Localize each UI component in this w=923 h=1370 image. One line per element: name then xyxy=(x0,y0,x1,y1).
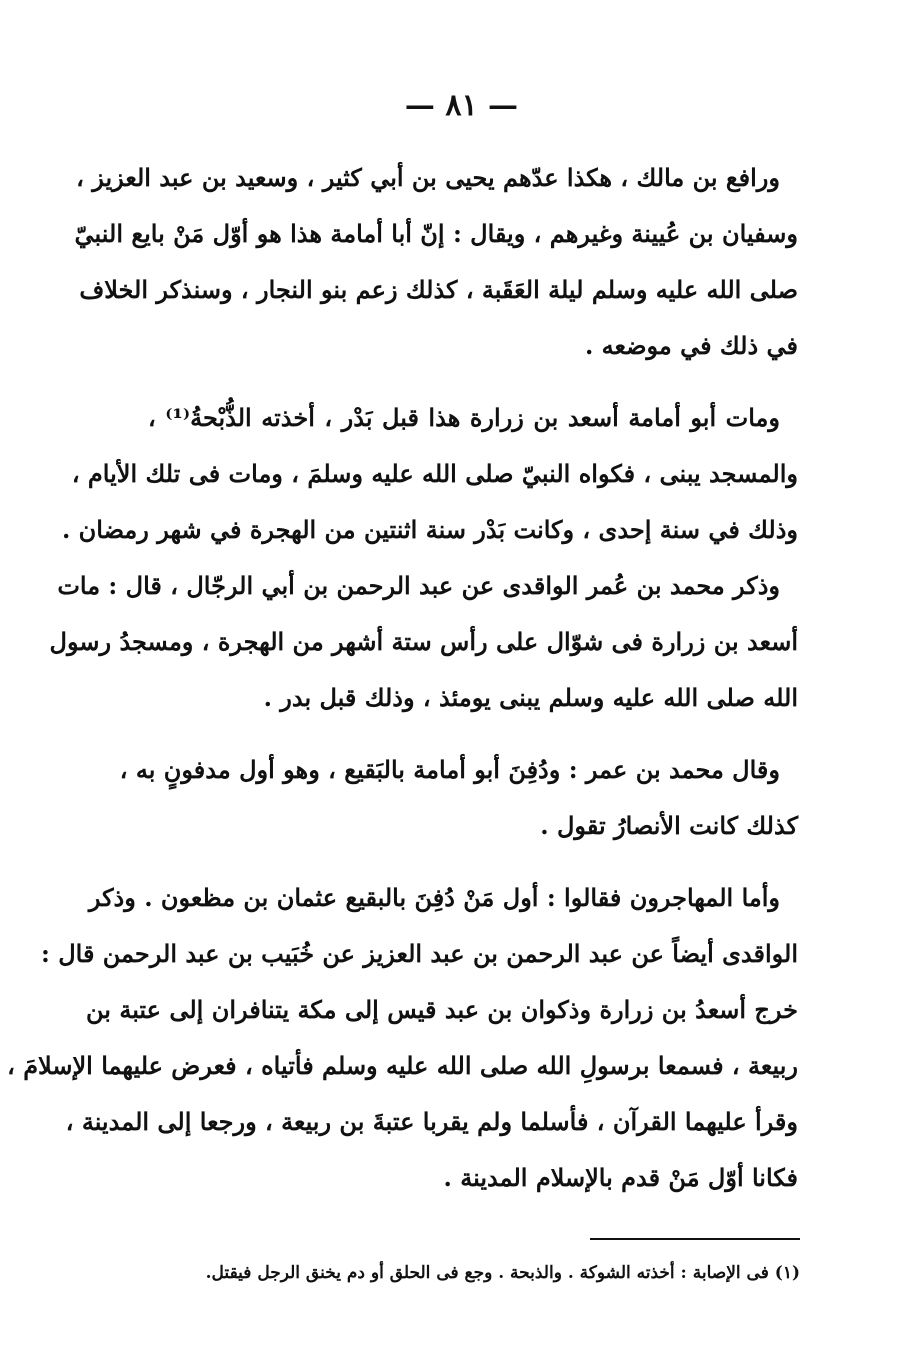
text-line: الواقدى أيضاً عن عبد الرحمن بن عبد العزيز عن خُبَيب بن عبد الرحمن قال : xyxy=(40,939,798,968)
text-line: كذلك كانت الأنصارُ تقول . xyxy=(540,811,798,840)
paragraph xyxy=(74,150,798,374)
page-number: — ٨١ — xyxy=(404,88,519,123)
text-line: وقال محمد بن عمر : ودُفِنَ أبو أمامة بالبَقيع ، وهو أول مدفونٍ به ، xyxy=(119,755,780,784)
paragraph xyxy=(49,558,798,726)
text-line: ربيعة ، فسمعا برسولِ الله صلى الله عليه وسلم فأتياه ، فعرض عليهما الإسلامَ ، xyxy=(7,1051,798,1080)
text-line: أسعد بن زرارة فى شوّال على رأس ستة أشهر من الهجرة ، ومسجدُ رسول xyxy=(49,627,798,656)
text-line: صلى الله عليه وسلم ليلة العَقَبة ، كذلك زعم بنو النجار ، وسنذكر الخلاف xyxy=(79,275,798,304)
paragraph xyxy=(119,742,798,854)
body-text xyxy=(7,150,798,1206)
text-line: خرج أسعدُ بن زرارة وذكوان بن عبد قيس إلى مكة يتنافران إلى عتبة بن xyxy=(86,995,798,1024)
text-line: الله صلى الله عليه وسلم يبنى يومئذ ، وذلك قبل بدر . xyxy=(263,683,798,712)
footnote-separator xyxy=(590,1238,800,1240)
text-line: وسفيان بن عُيينة وغيرهم ، ويقال : إنّ أبا أمامة هذا هو أوّل مَنْ بايع النبيّ xyxy=(74,219,798,248)
text-line: في ذلك في موضعه . xyxy=(584,331,798,360)
text-line: وقرأ عليهما القرآن ، فأسلما ولم يقربا عتبةَ بن ربيعة ، ورجعا إلى المدينة ، xyxy=(65,1107,798,1136)
text-line: وذكر محمد بن عُمر الواقدى عن عبد الرحمن بن أبي الرجّال ، قال : مات xyxy=(57,571,780,600)
text-line: ومات أبو أمامة أسعد بن زرارة هذا قبل بَدْر ، أخذته الذُّبْحةُ⁽¹⁾ ، xyxy=(148,403,781,432)
text-line: فكانا أوّل مَنْ قدم بالإسلام المدينة . xyxy=(443,1163,798,1192)
paragraph xyxy=(61,390,798,558)
paragraph xyxy=(7,870,798,1206)
text-line: وذلك في سنة إحدى ، وكانت بَدْر سنة اثنتين من الهجرة في شهر رمضان . xyxy=(61,515,798,544)
text-line: وأما المهاجرون فقالوا : أول مَنْ دُفِنَ بالبقيع عثمان بن مظعون . وذكر xyxy=(88,883,780,912)
footnote: (١) فى الإصابة : أخذته الشوكة . والذبحة . وجع فى الحلق أو دم يخنق الرجل فيقتل. xyxy=(205,1263,800,1283)
text-line: والمسجد يبنى ، فكواه النبيّ صلى الله عليه وسلمَ ، ومات فى تلك الأيام ، xyxy=(71,459,798,488)
text-line: ورافع بن مالك ، هكذا عدّهم يحيى بن أبي كثير ، وسعيد بن عبد العزيز ، xyxy=(76,163,780,192)
